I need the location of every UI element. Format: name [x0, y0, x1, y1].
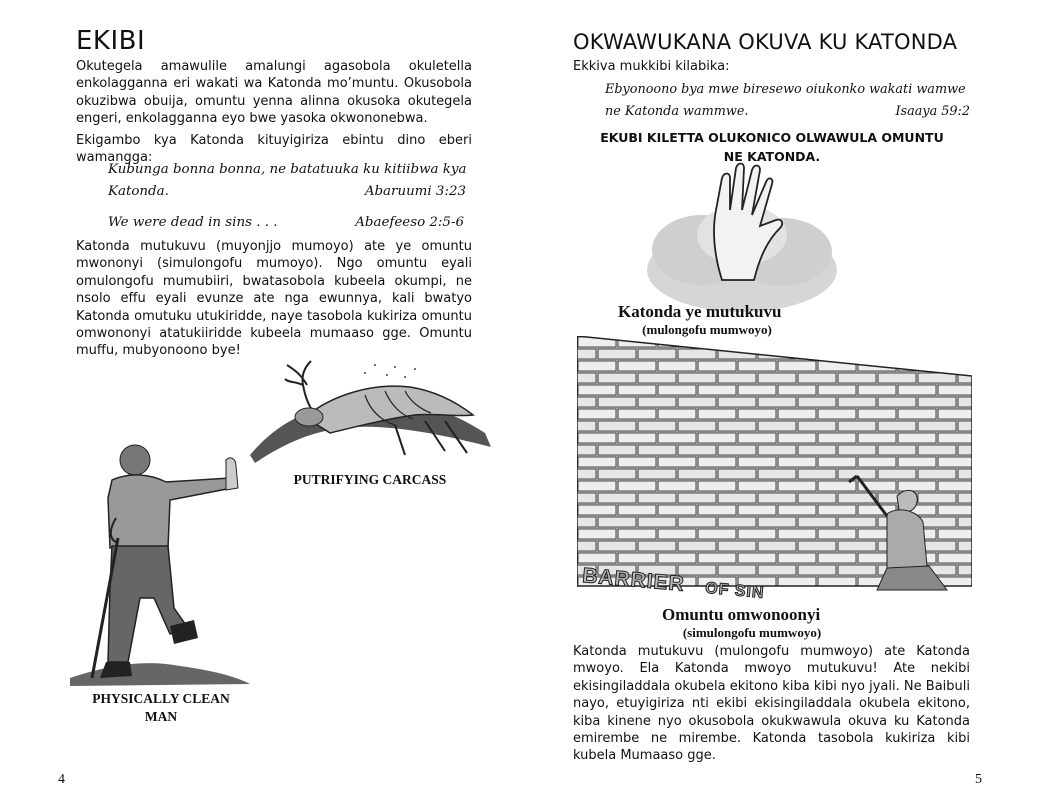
caption-carcass: PUTRIFYING CARCASS: [293, 472, 447, 487]
verse-reference: Isaaya 59:2: [895, 104, 970, 119]
body-paragraph: Katonda mutukuvu (muyonjjo mumoyo) ate ye omuntu mwononyi (simulongofu mumoyo). Ngo omuntu eyali omulongofu mumubiiri, bwatasobola kubeela okumpi, ne nsolo effu eyali evunze ate nga ewunnya, kali bwatyo Katonda omutuku utukiridde, naye tasobola kukiriza omuntu omwononyi atatukiiridde kubeela mumaaso gge. Omuntu muffu, mubyonoono bye!: [76, 239, 472, 359]
intro-paragraph: Okutegela amawulile amalungi agasobola okuletella enkolagganna eri wakati wa Katonda mo’muntu. Okusobola okuzibwa obuija, omuntu yenna alinna okusoka okutegela engeri, enkolagganna eyo bwe yasoka okwononebwa.: [76, 59, 472, 127]
barrier-wall-illustration: [577, 336, 972, 596]
god-label: Katonda ye mutukuvu: [618, 302, 782, 321]
left-page: [0, 0, 522, 808]
verse-line: [605, 101, 970, 123]
scripture-intro: Ekigambo kya Katonda kituyigiriza ebintu dino eberi wamangga:: [76, 133, 472, 166]
barrier-word: BARRIER: [581, 564, 686, 596]
man-label: Omuntu omwonoonyi: [662, 605, 821, 624]
hiker-illustration: [70, 438, 250, 686]
body-paragraph: Katonda mutukuvu (mulongofu mumwoyo) ate Katonda mwoyo. Ela Katonda mwoyo mutukuvu! Ate nekibi ekisingiladdala okubela ekitono kiba kibi nyo jyali. Ne Baibuli nayo, etuyigiriza nti ekibi ekisingiladdala okubela ekitono, kiba kinene nyo okusobola okukwawula okuva ku Katonda emirembe ne mirembe. Katonda tasobola kukiriza kibi kubela Mumaaso gge.: [573, 644, 970, 764]
caption-line: PHYSICALLY CLEAN: [92, 691, 230, 706]
page-number: 4: [58, 772, 65, 787]
headline-line: EKUBI KILETTA OLUKONICO OLWAWULA OMUNTU: [600, 130, 944, 145]
verse-text: Katonda.: [108, 184, 169, 199]
verse-line: [108, 181, 472, 203]
page-title: EKIBI: [76, 26, 146, 56]
verse-line: Ebyonoono bya mwe biresewo oiukonko wakati wamwe: [605, 82, 966, 97]
page-number: 5: [975, 772, 982, 787]
barrier-word: OF SIN: [704, 579, 766, 602]
caption-line: MAN: [144, 709, 178, 724]
verse-ephesians: [108, 212, 464, 234]
verse-romans: [108, 159, 472, 203]
caption-clean-man: [76, 690, 246, 726]
god-sublabel: (mulongofu mumwoyo): [642, 322, 772, 337]
page-title: OKWAWUKANA OKUVA KU KATONDA: [573, 30, 958, 54]
verse-isaiah: [605, 79, 970, 123]
verse-reference: Abaefeeso 2:5-6: [355, 215, 464, 230]
right-page: [522, 0, 1045, 808]
verse-reference: Abaruumi 3:23: [364, 184, 466, 199]
headline-line: NE KATONDA.: [723, 149, 821, 164]
hand-in-cloud-illustration: [642, 160, 842, 320]
man-sublabel: (simulongofu mumwoyo): [682, 625, 822, 640]
verse-text: ne Katonda wammwe.: [605, 104, 749, 119]
scripture-intro: Ekkiva mukkibi kilabika:: [573, 59, 730, 74]
verse-line: Kubunga bonna bonna, ne batatuuka ku kitiibwa kya: [108, 162, 467, 177]
carcass-illustration: [245, 355, 493, 465]
verse-text: We were dead in sins . . .: [108, 215, 278, 230]
